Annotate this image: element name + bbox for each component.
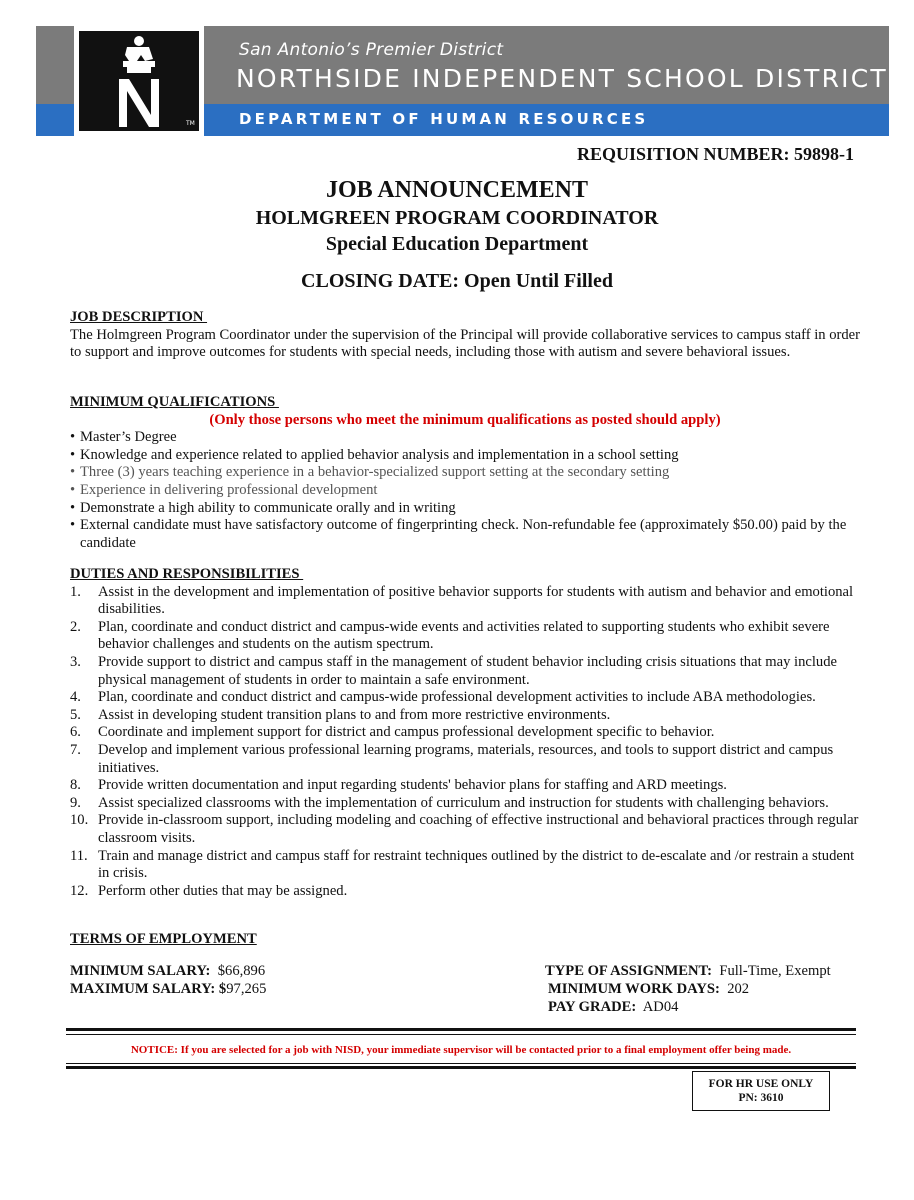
department-title: Special Education Department [325,233,589,255]
terms-heading: TERMS OF EMPLOYMENT [70,931,257,947]
list-item [70,724,860,742]
item-number: 1. [70,583,81,600]
item-number: 5. [70,706,81,723]
item-number: 11. [70,847,88,864]
position-title: HOLMGREEN PROGRAM COORDINATOR [255,207,659,229]
list-item: • Experience in delivering professional development [70,482,860,500]
list-item [70,795,860,813]
work-days-label: MINIMUM WORK DAYS: [548,981,720,997]
item-text: Assist specialized classrooms with the implementation of curriculum and instruction for students with challenging behaviors. [98,794,829,811]
position-number: PN: 3610 [738,1092,784,1104]
item-number: 2. [70,618,81,635]
min-salary-value: $66,896 [217,963,266,979]
terms-section [70,931,860,949]
list-item [70,654,860,689]
item-number: 9. [70,794,81,811]
logo [74,26,204,136]
job-description-heading: JOB DESCRIPTION [70,309,208,325]
assignment-type-value: Full-Time, Exempt [719,963,831,979]
item-text: Assist in the development and implementation of positive behavior supports for students with autism and behavior and emotional disabilities. [98,583,854,618]
item-number: 10. [70,812,89,829]
list-item [70,883,860,901]
divider [66,1034,856,1035]
item-number: 7. [70,741,81,758]
item-number: 6. [70,724,81,741]
list-item [70,848,860,883]
item-text: Provide support to district and campus staff in the management of student behavior including crisis situations that may include physical management of students in order to maintain a safe environment. [98,653,838,688]
job-description-text: The Holmgreen Program Coordinator under the supervision of the Principal will provide collaborative services to campus staff in order to support and improve outcomes for students with special needs, including those with autism and severe behavioral issues. [70,326,861,361]
divider [66,1028,856,1031]
qualifications-heading: MINIMUM QUALIFICATIONS [70,394,279,410]
work-days-value: 202 [727,981,750,997]
department-name: DEPARTMENT OF HUMAN RESOURCES [239,110,649,128]
list-item [70,689,860,707]
item-text: Plan, coordinate and conduct district and campus-wide events and activities related to supporting students who exhibit severe behavior challenges and students on the autism spectrum. [98,618,830,653]
district-tagline: San Antonio’s Premier District [239,40,504,60]
qualifications-list [70,429,860,552]
item-text: Train and manage district and campus staff for restraint techniques outlined by the district to de-escalate and /or restrain a student in crisis. [98,847,855,882]
page-title: JOB ANNOUNCEMENT [325,177,589,203]
list-item: • Master’s Degree [70,429,860,447]
district-name: NORTHSIDE INDEPENDENT SCHOOL DISTRICT [236,64,888,93]
qualifications-note: (Only those persons who meet the minimum qualifications as posted should apply) [209,411,721,428]
qualifications-section [70,394,860,552]
list-item: • Three (3) years teaching experience in a behavior-specialized support setting at the secondary setting [70,464,860,482]
list-item [70,742,860,777]
duties-list [70,584,860,901]
item-number: 8. [70,777,81,794]
list-item: • Knowledge and experience related to applied behavior analysis and implementation in a school setting [70,447,860,465]
min-salary-label: MINIMUM SALARY: [70,963,211,979]
requisition-number: REQUISITION NUMBER: 59898-1 [576,144,854,164]
item-text: Perform other duties that may be assigned. [98,882,348,899]
closing-date: CLOSING DATE: Open Until Filled [301,270,613,292]
divider [66,1063,856,1064]
item-number: 4. [70,689,81,706]
list-item [70,584,860,619]
item-number: 12. [70,882,89,899]
hr-use-box [692,1071,830,1111]
duties-heading: DUTIES AND RESPONSIBILITIES [70,566,304,582]
item-text: Plan, coordinate and conduct district and campus-wide professional development activities to include ABA methodologies. [98,689,816,706]
trademark-mark: TM [186,120,195,127]
hr-use-label: FOR HR USE ONLY [708,1078,814,1090]
max-salary-value: 97,265 [226,981,267,997]
list-item [70,777,860,795]
work-days [548,981,749,999]
item-text: Assist in developing student transition plans to and from more restrictive environments. [98,706,611,723]
list-item: • External candidate must have satisfactory outcome of fingerprinting check. Non-refundable fee (approximately $50.00) paid by the candidate [70,517,860,552]
list-item: • Demonstrate a high ability to communicate orally and in writing [70,500,860,518]
header-banner [36,26,889,136]
job-description-section [70,309,860,362]
item-text: Coordinate and implement support for district and campus professional development specific to behavior. [98,724,715,741]
assignment-type-label: TYPE OF ASSIGNMENT: [545,963,713,979]
max-salary [70,981,266,999]
list-item [70,619,860,654]
duties-section [70,566,860,900]
min-salary [70,963,265,981]
max-salary-label: MAXIMUM SALARY: $ [70,981,227,997]
item-text: Develop and implement various professional learning programs, materials, resources, and tools to support district and campus initiatives. [98,741,834,776]
item-text: Provide written documentation and input regarding students' behavior plans for staffing and ARD meetings. [98,777,727,794]
assignment-type [545,963,831,981]
notice-text: NOTICE: If you are selected for a job with NISD, your immediate supervisor will be contacted prior to a final employment offer being made. [130,1044,792,1056]
pay-grade [548,999,678,1017]
item-text: Provide in-classroom support, including modeling and coaching of effective instructional and behavioral practices through regular classroom visits. [98,812,859,846]
pay-grade-value: AD04 [642,999,679,1015]
nisd-n-logo-icon [79,31,199,131]
item-number: 3. [70,653,81,670]
list-item [70,707,860,725]
list-item [70,812,860,847]
divider [66,1066,856,1069]
pay-grade-label: PAY GRADE: [548,999,637,1015]
